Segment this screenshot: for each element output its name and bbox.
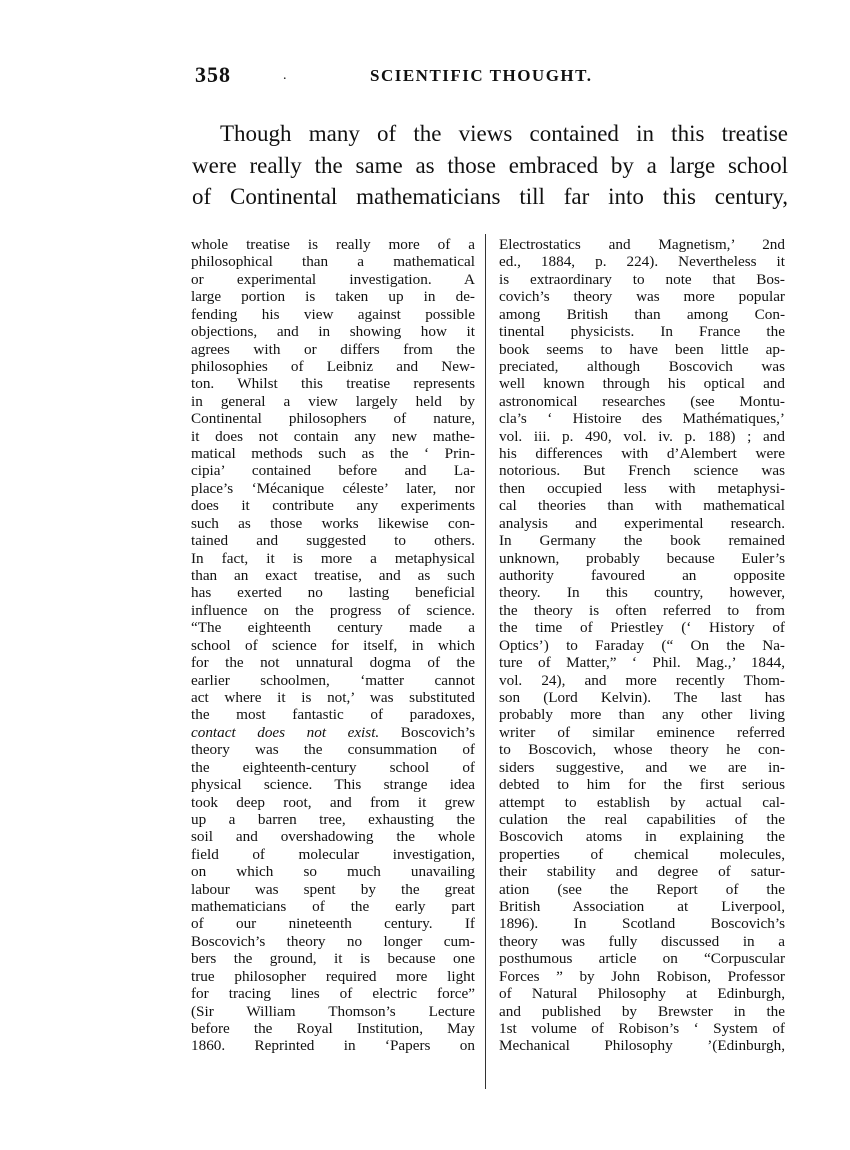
text-line: cipia’ contained before and La- bbox=[191, 462, 475, 480]
text-line: astronomical researches (see Montu- bbox=[499, 392, 785, 410]
intro-line: Though many of the views contained in this treatise bbox=[220, 121, 788, 146]
page-header bbox=[195, 62, 785, 92]
text-line: to Boscovich, whose theory he con- bbox=[499, 741, 785, 759]
text-line: in general a view largely held by bbox=[191, 392, 475, 410]
text-line: the theory is often referred to from bbox=[499, 601, 785, 619]
text-line: debted to him for the first serious bbox=[499, 776, 785, 794]
text-line: among British than among Con- bbox=[499, 305, 785, 323]
text-line: does it contribute any experiments bbox=[191, 497, 475, 515]
text-line: influence on the progress of science. bbox=[191, 601, 475, 619]
text-line: In fact, it is more a metaphysical bbox=[191, 549, 475, 567]
text-line: or experimental investigation. A bbox=[191, 270, 475, 288]
footnote-right-column bbox=[499, 236, 785, 1055]
text-line: probably more than any other living bbox=[499, 706, 785, 724]
text-line: of our nineteenth century. If bbox=[191, 915, 475, 933]
text-line: ation (see the Report of the bbox=[499, 880, 785, 898]
text-line: on which so much unavailing bbox=[191, 863, 475, 881]
text-line: In Germany the book remained bbox=[499, 532, 785, 550]
text-line: bers the ground, it is because one bbox=[191, 950, 475, 968]
text-line: fending his view against possible bbox=[191, 305, 475, 323]
emphasis: contact does not exist. bbox=[191, 723, 380, 741]
text-line: has exerted no lasting beneficial bbox=[191, 584, 475, 602]
text-line: it does not contain any new mathe- bbox=[191, 427, 475, 445]
text-line: philosophical than a mathematical bbox=[191, 253, 475, 271]
text-line: true philosopher required more light bbox=[191, 967, 475, 985]
text-line: school of science for itself, in which bbox=[191, 636, 475, 654]
text-line: theory was fully discussed in a bbox=[499, 932, 785, 950]
text-line: well known through his optical and bbox=[499, 375, 785, 393]
text-line: Mechanical Philosophy ’(Edinburgh, bbox=[499, 1037, 785, 1055]
text-line: British Association at Liverpool, bbox=[499, 898, 785, 916]
page-number: 358 bbox=[195, 62, 231, 87]
text-line: is extraordinary to note that Bos- bbox=[499, 270, 785, 288]
text-line: preciated, although Boscovich was bbox=[499, 357, 785, 375]
text-line: their stability and degree of satur- bbox=[499, 863, 785, 881]
text-line: the eighteenth-century school of bbox=[191, 758, 475, 776]
text-line: field of molecular investigation, bbox=[191, 845, 475, 863]
text-line: contact does not exist. Boscovich’s bbox=[191, 723, 476, 741]
text-line: place’s ‘Mécanique céleste’ later, nor bbox=[191, 479, 475, 497]
text-line: properties of chemical molecules, bbox=[499, 845, 785, 863]
text-line: siders suggestive, and we are in- bbox=[499, 758, 785, 776]
text-line: for the not unnatural dogma of the bbox=[191, 654, 475, 672]
text-line: before the Royal Institution, May bbox=[191, 1019, 475, 1037]
text-line: vol. iii. p. 490, vol. iv. p. 188) ; and bbox=[499, 427, 785, 445]
text-line: then occupied less with metaphysi- bbox=[499, 479, 785, 497]
text-line: culation the real capabilities of the bbox=[499, 810, 785, 828]
text-line: covich’s theory was more popular bbox=[499, 288, 785, 306]
text-line: unknown, probably because Euler’s bbox=[499, 549, 785, 567]
text-line: physical science. This strange idea bbox=[191, 776, 475, 794]
text-line: theory. In this country, however, bbox=[499, 584, 785, 602]
text-line: authority favoured an opposite bbox=[499, 567, 785, 585]
text-line: tained and suggested to others. bbox=[191, 532, 475, 550]
text-line: cla’s ‘ Histoire des Mathématiques,’ bbox=[499, 410, 785, 428]
text-line: vol. 24), and more recently Thom- bbox=[499, 671, 785, 689]
running-head: SCIENTIFIC THOUGHT. bbox=[370, 66, 593, 85]
text-line: theory was the consummation of bbox=[191, 741, 475, 759]
text-line: the most fantastic of paradoxes, bbox=[191, 706, 475, 724]
text-line: analysis and experimental research. bbox=[499, 514, 785, 532]
intro-line: were really the same as those embraced by a large school bbox=[192, 152, 788, 178]
text-line: 1896). In Scotland Boscovich’s bbox=[499, 915, 785, 933]
text-line: for tracing lines of electric force” bbox=[191, 985, 475, 1003]
text-line: 1860. Reprinted in ‘Papers on bbox=[191, 1037, 475, 1055]
intro-line: of Continental mathematicians till far into this century, bbox=[192, 184, 788, 209]
text-line: ed., 1884, p. 224). Nevertheless it bbox=[499, 253, 785, 271]
text-line: and published by Brewster in the bbox=[499, 1002, 785, 1020]
text-line: of Natural Philosophy at Edinburgh, bbox=[499, 985, 785, 1003]
text-line: writer of similar eminence referred bbox=[499, 723, 785, 741]
text-line: son (Lord Kelvin). The last has bbox=[499, 688, 785, 706]
text-line: tinental physicists. In France the bbox=[499, 323, 785, 341]
text-line: agrees with or differs from the bbox=[191, 340, 475, 358]
text-line: posthumous article on “Corpuscular bbox=[499, 950, 785, 968]
text-line: notorious. But French science was bbox=[499, 462, 785, 480]
text-line: such as those works likewise con- bbox=[191, 514, 475, 532]
text-line: Continental philosophers of nature, bbox=[191, 410, 475, 428]
text-line: cal theories than with mathematical bbox=[499, 497, 785, 515]
header-dot: . bbox=[283, 68, 287, 83]
text-line: book seems to have been little ap- bbox=[499, 340, 785, 358]
text-line: objections, and in showing how it bbox=[191, 323, 475, 341]
text-line: his differences with d’Alembert were bbox=[499, 445, 785, 463]
text-line: act where it is not,’ was substituted bbox=[191, 688, 475, 706]
text-line: than an exact treatise, and as such bbox=[191, 567, 475, 585]
text-line: 1st volume of Robison’s ‘ System of bbox=[499, 1019, 785, 1037]
text-line: whole treatise is really more of a bbox=[191, 236, 475, 253]
footnote-left-column bbox=[191, 236, 475, 1055]
text-line: ture of Matter,” ‘ Phil. Mag.,’ 1844, bbox=[499, 654, 785, 672]
text-line: “The eighteenth century made a bbox=[191, 619, 475, 637]
text-line: matical methods such as the ‘ Prin- bbox=[191, 445, 475, 463]
text-line: up a barren tree, exhausting the bbox=[191, 810, 475, 828]
text-line: labour was spent by the great bbox=[191, 880, 475, 898]
text-line: the time of Priestley (‘ History of bbox=[499, 619, 785, 637]
text-line: (Sir William Thomson’s Lecture bbox=[191, 1002, 475, 1020]
text-line: philosophies of Leibniz and New- bbox=[191, 357, 475, 375]
text-line: Boscovich’s theory no longer cum- bbox=[191, 932, 475, 950]
text-line: took deep root, and from it grew bbox=[191, 793, 475, 811]
text-line: mathematicians of the early part bbox=[191, 898, 475, 916]
text-line: Optics’) to Faraday (“ On the Na- bbox=[499, 636, 785, 654]
text-line: Electrostatics and Magnetism,’ 2nd bbox=[499, 236, 785, 253]
text-line: large portion is taken up in de- bbox=[191, 288, 475, 306]
intro-paragraph bbox=[192, 118, 788, 213]
text-line: Boscovich atoms in explaining the bbox=[499, 828, 785, 846]
text-line: Forces ” by John Robison, Professor bbox=[499, 967, 785, 985]
text-line: attempt to establish by actual cal- bbox=[499, 793, 785, 811]
text-line: earlier schoolmen, ‘matter cannot bbox=[191, 671, 475, 689]
text-line: soil and overshadowing the whole bbox=[191, 828, 475, 846]
text-line: ton. Whilst this treatise represents bbox=[191, 375, 475, 393]
column-divider bbox=[485, 234, 486, 1089]
